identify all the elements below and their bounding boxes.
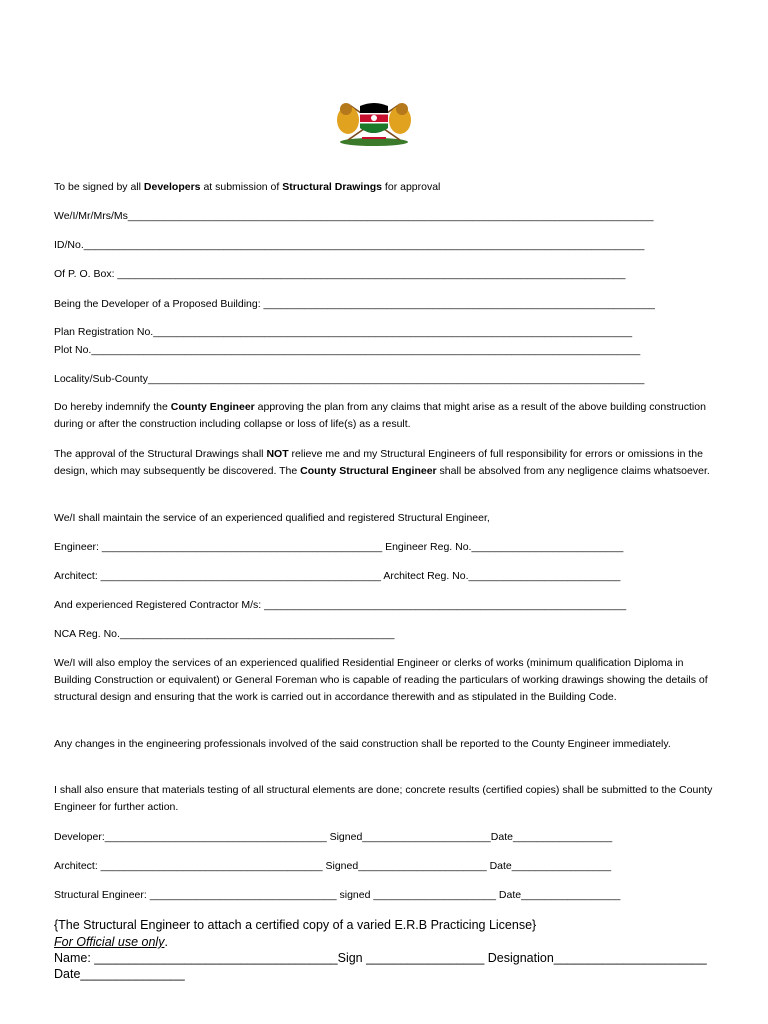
developer-building-field[interactable]: Being the Developer of a Proposed Building: ___________________________________________________________________ — [54, 298, 655, 310]
engineer-field[interactable]: Engineer: ________________________________________________ Engineer Reg. No.__________________________ — [54, 541, 624, 553]
contractor-field[interactable]: And experienced Registered Contractor M/s: ______________________________________________________________ — [54, 599, 627, 611]
nca-reg-field[interactable]: NCA Reg. No._______________________________________________ — [54, 628, 395, 640]
official-name-field[interactable]: Name: ___________________________________Sign _________________ Designation______________________ — [54, 951, 707, 965]
locality-field[interactable]: Locality/Sub-County_____________________________________________________________________________________ — [54, 373, 645, 385]
changes-paragraph: Any changes in the engineering professionals involved of the said construction shall be reported to the County Engineer immediately. — [54, 738, 671, 750]
id-field[interactable]: ID/No.________________________________________________________________________________________________ — [54, 239, 645, 251]
intro-line: To be signed by all Developers at submission of Structural Drawings for approval — [54, 181, 441, 193]
plan-registration-field[interactable]: Plan Registration No.__________________________________________________________________________________ — [54, 326, 633, 338]
approval-paragraph: The approval of the Structural Drawings shall NOT relieve me and my Structural Engineers of full responsibility for errors or omissions in the design, which may subsequently be discovered. The County Structural Engineer shall be absolved from any negligence claims whatsoever. — [54, 448, 710, 477]
maintain-statement: We/I shall maintain the service of an experienced qualified and registered Structural Engineer, — [54, 512, 490, 524]
structural-engineer-signature-field[interactable]: Structural Engineer: ________________________________ signed _____________________ Date_________________ — [54, 889, 621, 901]
po-box-field[interactable]: Of P. O. Box: _______________________________________________________________________________________ — [54, 268, 626, 280]
plot-field[interactable]: Plot No.______________________________________________________________________________________________ — [54, 344, 641, 356]
architect-signature-field[interactable]: Architect: ______________________________________ Signed______________________ Date_________________ — [54, 860, 612, 872]
developer-signature-field[interactable]: Developer:______________________________________ Signed______________________Date_________________ — [54, 831, 613, 843]
erb-license-note: {The Structural Engineer to attach a certified copy of a varied E.R.B Practicing License} — [54, 918, 537, 932]
architect-field[interactable]: Architect: ________________________________________________ Architect Reg. No.__________________________ — [54, 570, 621, 582]
testing-paragraph: I shall also ensure that materials testing of all structural elements are done; concrete results (certified copies) shall be submitted to the County Engineer for further action. — [54, 784, 713, 813]
employ-paragraph: We/I will also employ the services of an experienced qualified Residential Engineer or clerks of works (minimum qualification Diploma in Building Construction or equivalent) or General Foreman who is capable of reading the particulars of working drawings showing the details of structural design and ensuring that the work is carried out in accordance therewith and as stipulated in the Building Code. — [54, 657, 708, 703]
official-date-field[interactable]: Date_______________ — [54, 967, 185, 981]
indemnify-paragraph: Do hereby indemnify the County Engineer approving the plan from any claims that might arise as a result of the above building construction during or after the construction including collapse or loss of life(s) as a result. — [54, 401, 706, 430]
names-field[interactable]: We/I/Mr/Mrs/Ms__________________________________________________________________________________________ — [54, 210, 654, 222]
official-use-heading: For Official use only. — [54, 935, 168, 949]
coat-of-arms-emblem — [318, 98, 430, 146]
